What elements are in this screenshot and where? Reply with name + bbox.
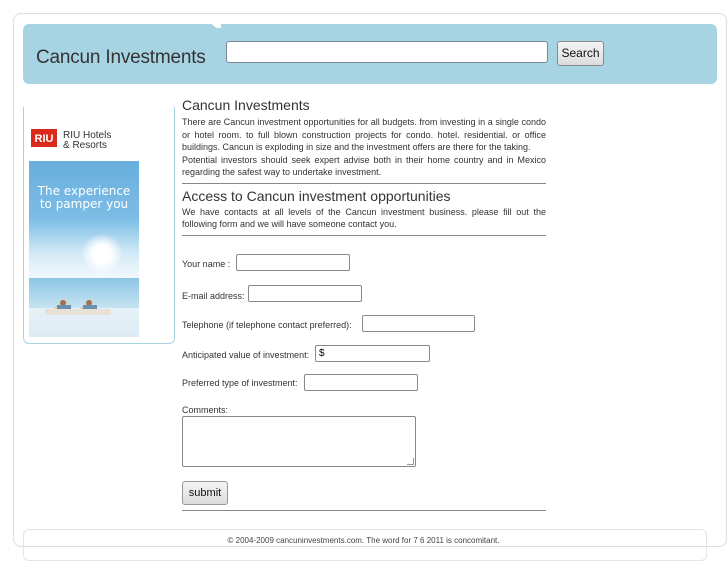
intro-paragraph-2: Potential investors should seek expert advise both in their home country and in Mexico regarding the safest way to undertake investment.	[182, 154, 546, 177]
search-button[interactable]: Search	[557, 41, 604, 66]
resize-grip-icon[interactable]	[407, 458, 414, 465]
email-label: E-mail address:	[182, 291, 245, 301]
type-label: Preferred type of investment:	[182, 378, 298, 388]
section-title: Access to Cancun investment opportunities	[182, 187, 451, 204]
value-input[interactable]	[315, 345, 430, 362]
access-paragraph: We have contacts at all levels of the Cancun investment business. please fill out the following form and we will have someone contact you.	[182, 206, 546, 229]
riu-brand-line2: & Resorts	[63, 140, 107, 151]
divider	[182, 183, 546, 184]
comments-label: Comments:	[182, 405, 229, 415]
comments-textarea[interactable]	[182, 416, 416, 467]
divider	[182, 510, 546, 511]
search-input[interactable]	[226, 41, 548, 63]
ad-tagline	[29, 185, 139, 211]
page-title: Cancun Investments	[182, 97, 310, 113]
footer-text: © 2004-2009 cancuninvestments.com. The word for 7 6 2011 is concomitant.	[227, 536, 500, 545]
phone-input[interactable]	[362, 315, 475, 332]
ad-logo-strip	[29, 123, 139, 161]
name-label: Your name :	[182, 259, 231, 269]
main-content	[182, 96, 546, 240]
header-notch	[211, 20, 221, 28]
ad-tagline-line1: The experience	[37, 184, 131, 198]
ad-tagline-line2: to pamper you	[39, 197, 129, 211]
phone-label: Telephone (if telephone contact preferred):	[182, 320, 352, 330]
footer-box	[23, 529, 707, 561]
riu-brand-line1: RIU Hotels	[63, 130, 112, 141]
riu-brand-name	[63, 131, 111, 151]
intro-paragraph: There are Cancun investment opportunities for all budgets. from investing in a single condo or hotel room. to full blown construction projects for condo. hotel. residential. or office buildings. Cancun is exploding in size and the investment offers are there for the taking.	[182, 117, 546, 152]
submit-button[interactable]: submit	[182, 481, 228, 505]
beach-loungers-image	[43, 291, 113, 321]
name-input[interactable]	[236, 254, 350, 271]
value-label: Anticipated value of investment:	[182, 350, 310, 360]
type-input[interactable]	[304, 374, 418, 391]
sun-glow	[81, 233, 123, 275]
divider	[182, 235, 546, 236]
site-title[interactable]: Cancun Investments	[36, 47, 206, 68]
riu-ad-banner[interactable]	[29, 123, 139, 337]
email-input[interactable]	[248, 285, 362, 302]
riu-logo: RIU	[31, 129, 57, 147]
